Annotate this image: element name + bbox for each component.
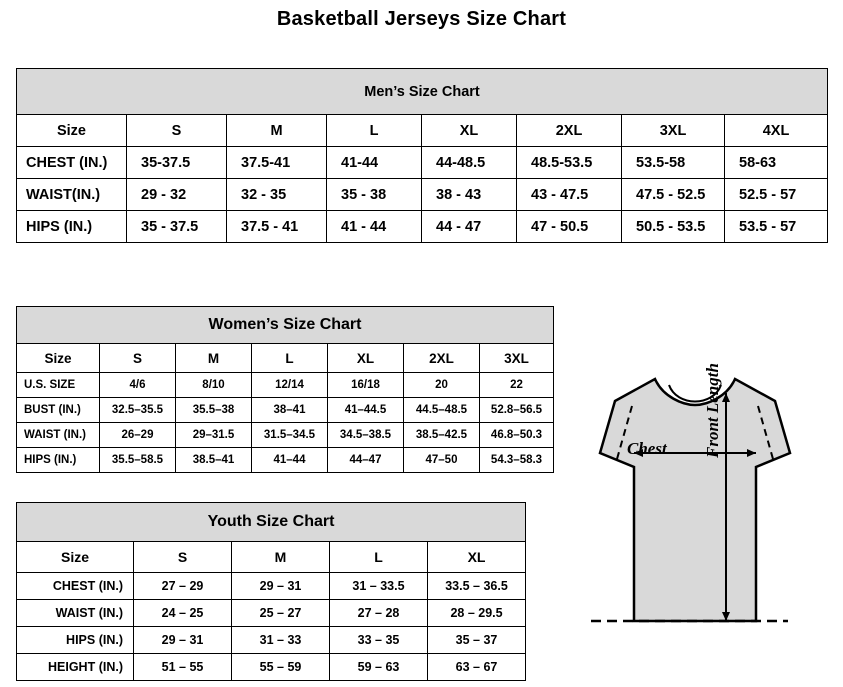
womens-cell: 47–50 (404, 448, 480, 473)
womens-row-label: WAIST (IN.) (17, 423, 100, 448)
womens-cell: 38–41 (252, 398, 328, 423)
front-length-measurement-label: Front Length (703, 363, 722, 458)
chest-measurement-label: Chest (627, 439, 667, 458)
youth-cell: 31 – 33.5 (330, 573, 428, 600)
mens-cell: 35 - 37.5 (127, 211, 227, 243)
youth-cell: 24 – 25 (134, 600, 232, 627)
youth-cell: 35 – 37 (428, 627, 526, 654)
womens-cell: 32.5–35.5 (100, 398, 176, 423)
mens-cell: 47.5 - 52.5 (622, 179, 725, 211)
youth-cell: 25 – 27 (232, 600, 330, 627)
youth-cell: 28 – 29.5 (428, 600, 526, 627)
youth-row-label: HIPS (IN.) (17, 627, 134, 654)
youth-cell: 33 – 35 (330, 627, 428, 654)
mens-banner-row (17, 69, 828, 115)
mens-row-label: CHEST (IN.) (17, 147, 127, 179)
youth-cell: 63 – 67 (428, 654, 526, 681)
youth-cell: 27 – 29 (134, 573, 232, 600)
mens-cell: 41 - 44 (327, 211, 422, 243)
womens-header-cell: L (252, 344, 328, 373)
womens-cell: 8/10 (176, 373, 252, 398)
mens-cell: 35 - 38 (327, 179, 422, 211)
youth-cell: 55 – 59 (232, 654, 330, 681)
mens-header-cell: L (327, 115, 422, 147)
womens-cell: 35.5–58.5 (100, 448, 176, 473)
youth-row-label: HEIGHT (IN.) (17, 654, 134, 681)
youth-banner-label: Youth Size Chart (17, 503, 526, 542)
mens-cell: 37.5-41 (227, 147, 327, 179)
mens-cell: 29 - 32 (127, 179, 227, 211)
mens-cell: 48.5-53.5 (517, 147, 622, 179)
womens-banner-label: Women’s Size Chart (17, 307, 554, 344)
womens-cell: 12/14 (252, 373, 328, 398)
youth-cell: 31 – 33 (232, 627, 330, 654)
womens-banner-row (17, 307, 554, 344)
womens-cell: 26–29 (100, 423, 176, 448)
mens-header-row (17, 115, 828, 147)
youth-cell: 59 – 63 (330, 654, 428, 681)
mens-cell: 47 - 50.5 (517, 211, 622, 243)
womens-header-cell: Size (17, 344, 100, 373)
mens-cell: 52.5 - 57 (725, 179, 828, 211)
mens-header-cell: 3XL (622, 115, 725, 147)
youth-header-cell: L (330, 542, 428, 573)
womens-header-cell: 3XL (480, 344, 554, 373)
womens-header-cell: S (100, 344, 176, 373)
womens-cell: 22 (480, 373, 554, 398)
table-row (17, 573, 526, 600)
mens-cell: 41-44 (327, 147, 422, 179)
youth-cell: 29 – 31 (232, 573, 330, 600)
jersey-shirt-icon (543, 363, 833, 663)
womens-size-chart-table (16, 306, 554, 473)
shirt-body-shape (600, 379, 790, 621)
mens-cell: 50.5 - 53.5 (622, 211, 725, 243)
youth-header-cell: Size (17, 542, 134, 573)
womens-cell: 46.8–50.3 (480, 423, 554, 448)
womens-cell: 35.5–38 (176, 398, 252, 423)
mens-cell: 43 - 47.5 (517, 179, 622, 211)
mens-cell: 35-37.5 (127, 147, 227, 179)
youth-cell: 27 – 28 (330, 600, 428, 627)
mens-header-cell: Size (17, 115, 127, 147)
youth-header-row (17, 542, 526, 573)
womens-cell: 20 (404, 373, 480, 398)
mens-header-cell: M (227, 115, 327, 147)
womens-cell: 54.3–58.3 (480, 448, 554, 473)
table-row (17, 211, 828, 243)
mens-row-label: HIPS (IN.) (17, 211, 127, 243)
womens-cell: 31.5–34.5 (252, 423, 328, 448)
youth-header-cell: XL (428, 542, 526, 573)
youth-header-cell: S (134, 542, 232, 573)
womens-row-label: BUST (IN.) (17, 398, 100, 423)
mens-cell: 58-63 (725, 147, 828, 179)
womens-cell: 41–44 (252, 448, 328, 473)
youth-cell: 33.5 – 36.5 (428, 573, 526, 600)
mens-header-cell: 2XL (517, 115, 622, 147)
womens-cell: 38.5–42.5 (404, 423, 480, 448)
mens-banner-label: Men’s Size Chart (17, 69, 828, 115)
womens-cell: 38.5–41 (176, 448, 252, 473)
youth-cell: 51 – 55 (134, 654, 232, 681)
mens-cell: 37.5 - 41 (227, 211, 327, 243)
jersey-measurement-diagram (543, 363, 833, 663)
womens-row-label: HIPS (IN.) (17, 448, 100, 473)
mens-header-cell: S (127, 115, 227, 147)
mens-cell: 32 - 35 (227, 179, 327, 211)
womens-header-row (17, 344, 554, 373)
womens-cell: 16/18 (328, 373, 404, 398)
mens-header-cell: XL (422, 115, 517, 147)
mens-cell: 38 - 43 (422, 179, 517, 211)
mens-cell: 53.5-58 (622, 147, 725, 179)
womens-cell: 29–31.5 (176, 423, 252, 448)
table-row (17, 147, 828, 179)
mens-cell: 44-48.5 (422, 147, 517, 179)
youth-banner-row (17, 503, 526, 542)
table-row (17, 448, 554, 473)
womens-cell: 34.5–38.5 (328, 423, 404, 448)
youth-row-label: WAIST (IN.) (17, 600, 134, 627)
youth-header-cell: M (232, 542, 330, 573)
mens-row-label: WAIST(IN.) (17, 179, 127, 211)
mens-cell: 44 - 47 (422, 211, 517, 243)
table-row (17, 627, 526, 654)
womens-cell: 44–47 (328, 448, 404, 473)
womens-header-cell: M (176, 344, 252, 373)
youth-row-label: CHEST (IN.) (17, 573, 134, 600)
table-row (17, 398, 554, 423)
table-row (17, 179, 828, 211)
mens-header-cell: 4XL (725, 115, 828, 147)
table-row (17, 654, 526, 681)
table-row (17, 600, 526, 627)
womens-row-label: U.S. SIZE (17, 373, 100, 398)
womens-header-cell: 2XL (404, 344, 480, 373)
womens-cell: 44.5–48.5 (404, 398, 480, 423)
mens-cell: 53.5 - 57 (725, 211, 828, 243)
table-row (17, 423, 554, 448)
womens-cell: 4/6 (100, 373, 176, 398)
youth-size-chart-table (16, 502, 526, 681)
mens-size-chart-table (16, 68, 828, 243)
womens-cell: 41–44.5 (328, 398, 404, 423)
youth-cell: 29 – 31 (134, 627, 232, 654)
womens-header-cell: XL (328, 344, 404, 373)
table-row (17, 373, 554, 398)
womens-cell: 52.8–56.5 (480, 398, 554, 423)
page-title: Basketball Jerseys Size Chart (276, 8, 567, 30)
